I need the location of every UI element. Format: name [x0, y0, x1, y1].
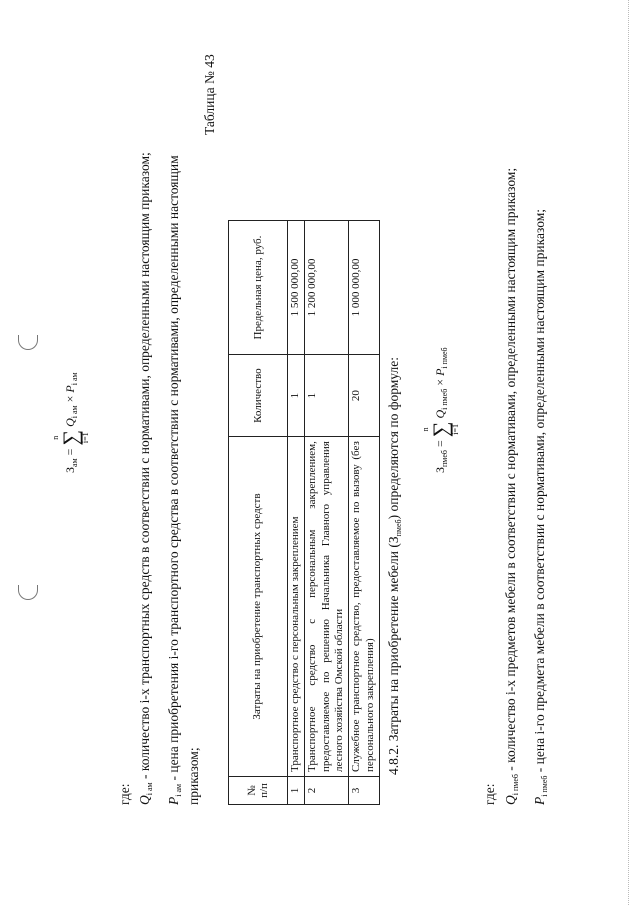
punch-hole-mark — [18, 335, 38, 350]
definition-q-furniture: $Q_{i пмеб}$ - количество i-х предметов мебели в соответствии с нормативами, определенными настоящим приказом; — [503, 167, 520, 805]
cell-number: 3 — [349, 776, 380, 804]
cell-expense: Транспортное средство с персональным закреплением, предоставляемое по решению Начальника Главного управления лесного хозяйства Омской области — [304, 437, 348, 777]
section-heading: 4.8.2. Затраты на приобретение мебели $(З_{пмеб})$ определяются по формуле: — [386, 357, 403, 775]
punch-hole-mark — [18, 585, 38, 600]
formula-vehicles: $З_{ам}$ = n ∑ i=1 $Q_{i ам} \times P_{i ам}$ — [51, 372, 90, 473]
vehicle-costs-table — [228, 220, 380, 805]
table-caption: Таблица № 43 — [202, 54, 217, 135]
header-number: № п/п — [229, 776, 288, 804]
cell-price: 1 200 000,00 — [304, 221, 348, 355]
cell-expense: Транспортное средство с персональным закреплением — [288, 437, 305, 777]
cell-expense: Служебное транспортное средство, предоставляемое по вызову (без персонального закрепления) — [349, 437, 380, 777]
page-edge-line — [628, 0, 630, 905]
table-row — [349, 221, 380, 805]
cell-price: 1 500 000,00 — [288, 221, 305, 355]
header-quantity: Количество — [229, 355, 288, 437]
header-price: Предельная цена, руб. — [229, 221, 288, 355]
definition-p-vehicles-cont: приказом; — [186, 747, 201, 805]
cell-number: 1 — [288, 776, 305, 804]
cell-quantity: 1 — [304, 355, 348, 437]
definition-p-furniture: $P_{i пмеб}$ - цена i-го предмета мебели в соответствии с нормативами, определенными настоящим приказом; — [532, 208, 549, 805]
table-row — [304, 221, 348, 805]
table-row — [288, 221, 305, 805]
where-label: где: — [117, 783, 132, 805]
table-header-row — [229, 221, 288, 805]
definition-q-vehicles: $Q_{i ам}$ - количество i-х транспортных средств в соответствии с нормативами, определенными настоящим приказом; — [137, 152, 154, 805]
cell-number: 2 — [304, 776, 348, 804]
cell-quantity: 1 — [288, 355, 305, 437]
definition-p-vehicles: $P_{i ам}$ - цена приобретения i-го транспортного средства в соответствии с нормативами, определенными настоящим — [166, 155, 183, 805]
cell-price: 1 000 000,00 — [349, 221, 380, 355]
cell-quantity: 20 — [349, 355, 380, 437]
formula-furniture: $З_{пмеб}$ = n ∑ i=1 $Q_{i пмеб} \times P_{i пмеб}$ — [421, 347, 460, 473]
header-expense: Затраты на приобретение транспортных средств — [229, 437, 288, 777]
where-label-2: где: — [482, 783, 497, 805]
